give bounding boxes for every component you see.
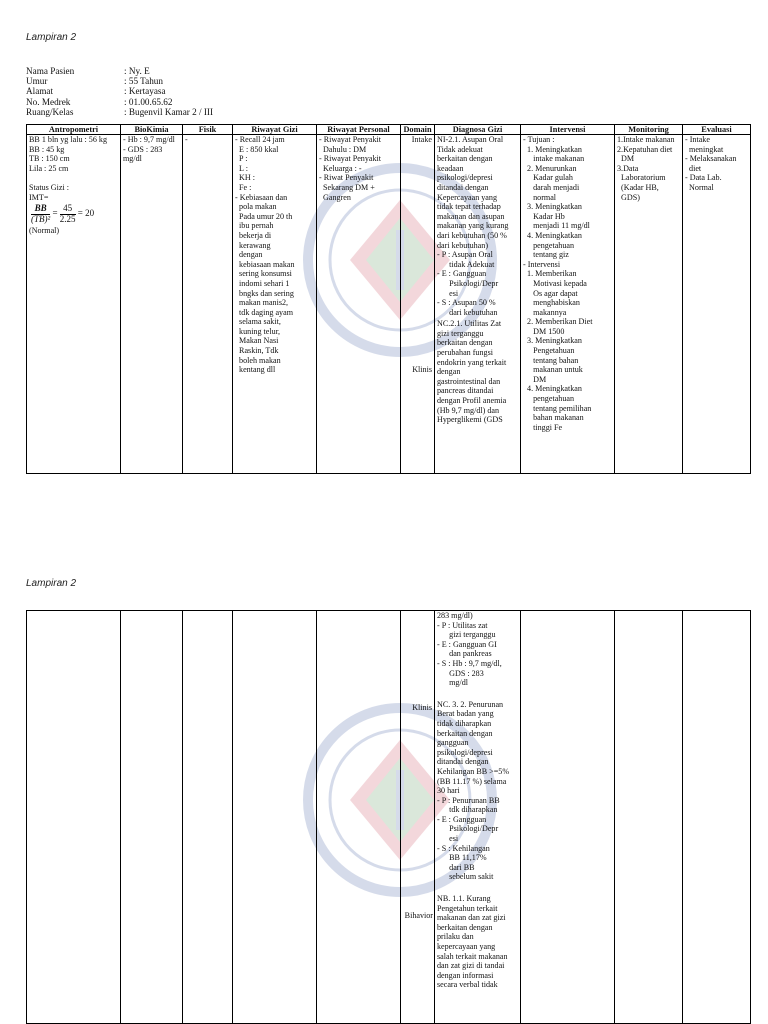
- riwayat-gizi-line: boleh makan: [235, 355, 281, 365]
- intervensi-line: tentang giz: [523, 250, 569, 260]
- monitoring-line: 2.Kepatuhan diet: [617, 144, 673, 154]
- column-header: Riwayat Gizi: [233, 125, 317, 135]
- domain-cell-2: [401, 611, 435, 1024]
- evaluasi-cell-2: [683, 611, 751, 1024]
- diagnosa-klinis-line: (BB 11.17 %) selama: [437, 776, 507, 786]
- diagnosa-continued-line: mg/dl: [437, 678, 469, 688]
- column-header: Domain: [401, 125, 435, 135]
- intervensi-line: 4. Meningkatkan: [523, 384, 582, 394]
- fisik-line: -: [185, 135, 188, 144]
- domain-bihavior: Bihavior: [404, 911, 433, 920]
- riwayat-gizi-line: Raskin, Tdk: [235, 346, 279, 356]
- riwayat-gizi-cell: [233, 135, 317, 474]
- riwayat-personal-line: - Riwat Penyakit: [319, 173, 374, 183]
- domain-cell: [401, 135, 435, 474]
- diagnosa-bihavior-line: dengan informasi: [437, 970, 494, 980]
- diagnosa-klinis-line: ditandai dengan: [437, 757, 489, 767]
- document-page-2: [0, 560, 768, 1024]
- diagnosa-klinis-line: 30 hari: [437, 786, 460, 796]
- diagnosa-klinis-line: berkaitan dengan: [437, 728, 493, 738]
- table-header-row: [27, 125, 751, 135]
- diagnosa-klinis-line: tidak diharapkan: [437, 718, 492, 728]
- riwayat-personal-line: - Riwayat Penyakit: [319, 135, 382, 144]
- intervensi-line: pengetahuan: [523, 394, 575, 404]
- riwayat-personal-line: Keluarga : -: [319, 163, 362, 173]
- riwayat-gizi-line: Pada umur 20 th: [235, 211, 293, 221]
- riwayat-gizi-line: bekerja di: [235, 230, 272, 240]
- intervensi-line: DM 1500: [523, 326, 565, 336]
- column-header: Riwayat Personal: [317, 125, 401, 135]
- riwayat-personal-line: Gangren: [319, 192, 351, 202]
- intervensi-line: makanan untuk: [523, 365, 583, 375]
- riwayat-gizi-line: - Recall 24 jam: [235, 135, 285, 144]
- evaluasi-line: diet: [685, 163, 702, 173]
- diagnosa-klinis-line: NC. 3. 2. Penurunan: [437, 699, 504, 709]
- intervensi-line: Kadar gulah: [523, 173, 573, 183]
- riwayat-personal-line: Sekarang DM +: [319, 182, 375, 192]
- riwayat-gizi-cell-2: [233, 611, 317, 1024]
- diagnosa-intake-line: NI-2.1. Asupan Oral: [437, 135, 504, 144]
- biokimia-cell-2: [121, 611, 183, 1024]
- riwayat-gizi-line: kuning telur,: [235, 326, 281, 336]
- diagnosa-gizi-cell: [435, 135, 521, 474]
- diagnosa-klinis-line: BB 11,17%: [437, 853, 487, 863]
- riwayat-gizi-line: KH :: [235, 173, 256, 183]
- diagnosa-intake-line: - E : Gangguan: [437, 269, 487, 279]
- antropometri-line: Lila : 25 cm: [29, 163, 69, 173]
- diagnosa-bihavior-line: prilaku dan: [437, 932, 474, 942]
- intervensi-cell: [521, 135, 615, 474]
- intervensi-line: 2. Menurunkan: [523, 163, 577, 173]
- riwayat-personal-cell: [317, 135, 401, 474]
- domain-klinis: Klinis: [412, 365, 432, 374]
- diagnosa-klinis-line: gangguan: [437, 738, 469, 748]
- diagnosa-klinis-line: Berat badan yang: [437, 709, 494, 719]
- intervensi-line: Os agar dapat: [523, 288, 578, 298]
- riwayat-gizi-line: E : 850 kkal: [235, 144, 279, 154]
- riwayat-gizi-line: tdk daging ayam: [235, 307, 293, 317]
- diagnosa-continued-line: - E : Gangguan GI: [437, 639, 497, 649]
- riwayat-gizi-line: pola makan: [235, 202, 277, 212]
- patient-info-key: Alamat: [26, 86, 54, 97]
- diagnosa-bihavior-line: dan zat gizi di tandai: [437, 961, 505, 971]
- diagnosa-klinis-line: gizi terganggu: [437, 328, 484, 338]
- antropometri-line: Status Gizi :: [29, 182, 70, 192]
- riwayat-gizi-line: kerawang: [235, 240, 271, 250]
- fisik-cell-2: [183, 611, 233, 1024]
- diagnosa-continued-line: gizi terganggu: [437, 630, 496, 640]
- riwayat-gizi-line: selama sakit,: [235, 317, 281, 327]
- patient-info-value: : Kertayasa: [124, 86, 166, 97]
- antropometri-line: BB : 45 kg: [29, 144, 65, 154]
- monitoring-cell: [615, 135, 683, 474]
- intervensi-line: makannya: [523, 307, 567, 317]
- nutrition-care-table-continued: [26, 610, 751, 1024]
- antropometri-line: IMT=: [29, 192, 49, 202]
- lampiran-label: Lampiran 2: [26, 32, 77, 43]
- diagnosa-klinis-line: esi: [437, 834, 459, 844]
- riwayat-gizi-line: ibu pernah: [235, 221, 274, 231]
- diagnosa-intake-line: Kepercayaan yang: [437, 192, 497, 202]
- diagnosa-klinis-line: sebelum sakit: [437, 872, 494, 882]
- antropometri-cell-2: [27, 611, 121, 1024]
- riwayat-personal-line: Dahulu : DM: [319, 144, 367, 154]
- riwayat-gizi-line: sering konsumsi: [235, 269, 292, 279]
- diagnosa-bihavior-line: secara verbal tidak: [437, 980, 498, 990]
- diagnosa-intake-line: ditandai dengan: [437, 182, 489, 192]
- patient-info-row: [26, 76, 213, 86]
- diagnosa-klinis-line: dengan Profil anemia: [437, 396, 507, 406]
- intervensi-line: 3. Meningkatkan: [523, 336, 582, 346]
- column-header: BioKimia: [121, 125, 183, 135]
- diagnosa-bihavior-line: makanan dan zat gizi: [437, 913, 506, 923]
- intervensi-line: 1. Meningkatkan: [523, 144, 582, 154]
- intervensi-line: darah menjadi: [523, 182, 580, 192]
- antropometri-line: TB : 150 cm: [29, 154, 70, 164]
- diagnosa-intake-line: - S : Asupan 50 %: [437, 298, 496, 308]
- patient-info-row: [26, 107, 213, 117]
- biokimia-cell: [121, 135, 183, 474]
- nutrition-care-table: [26, 124, 751, 474]
- diagnosa-intake-line: dari kebutuhan (50 %: [437, 230, 507, 240]
- diagnosa-intake-line: berkaitan dengan: [437, 154, 493, 164]
- riwayat-gizi-line: Makan Nasi: [235, 336, 279, 346]
- column-header: Fisik: [183, 125, 233, 135]
- diagnosa-klinis-line: perubahan fungsi: [437, 348, 493, 358]
- intervensi-line: tentang pemilihan: [523, 403, 592, 413]
- intervensi-cell-2: [521, 611, 615, 1024]
- imt-formula: $\frac{BB}{\text{(TB)²}}$ = $\frac{45}{2.25}$ = 20: [31, 203, 95, 224]
- patient-info-value: : 55 Tahun: [124, 76, 163, 87]
- diagnosa-klinis-line: gastrointestinal dan: [437, 376, 501, 386]
- diagnosa-intake-line: makanan yang kurang: [437, 221, 509, 231]
- diagnosa-intake-line: psikologi/depresi: [437, 173, 493, 183]
- riwayat-gizi-line: makan manis2,: [235, 298, 289, 308]
- intervensi-line: 2. Memberikan Diet: [523, 317, 593, 327]
- diagnosa-continued-line: - P : Utilitas zat: [437, 620, 488, 630]
- intervensi-line: 1. Memberikan: [523, 269, 577, 279]
- document-page-1: [0, 0, 768, 500]
- diagnosa-klinis-line: dengan: [437, 367, 461, 377]
- intervensi-line: - Intervensi: [523, 259, 561, 269]
- diagnosa-intake-line: dari kebutuhan): [437, 240, 489, 250]
- riwayat-gizi-line: bngks dan sering: [235, 288, 294, 298]
- diagnosa-intake-line: keadaan: [437, 163, 464, 173]
- diagnosa-klinis-line: Hyperglikemi (GDS: [437, 415, 503, 425]
- status-gizi-value: (Normal): [29, 226, 60, 236]
- column-header: Diagnosa Gizi: [435, 125, 521, 135]
- riwayat-gizi-line: kebiasaan makan: [235, 259, 295, 269]
- riwayat-gizi-line: P :: [235, 154, 248, 164]
- intervensi-line: - Tujuan :: [523, 135, 555, 144]
- column-header: Monitoring: [615, 125, 683, 135]
- riwayat-gizi-line: Fe :: [235, 182, 252, 192]
- diagnosa-klinis-line: Kehilangan BB >=5%: [437, 766, 510, 776]
- diagnosa-intake-line: Psikologi/Depr: [437, 278, 499, 288]
- diagnosa-continued-line: GDS : 283: [437, 668, 484, 678]
- patient-info-value: : 01.00.65.62: [124, 96, 173, 107]
- diagnosa-intake-line: esi: [437, 288, 459, 298]
- diagnosa-klinis-line: NC.2.1. Utilitas Zat: [437, 319, 502, 329]
- monitoring-line: DM: [617, 154, 635, 164]
- antropometri-line: [29, 173, 118, 183]
- evaluasi-line: meningkat: [685, 144, 724, 154]
- diagnosa-klinis-line: - P : Penurunan BB: [437, 795, 500, 805]
- riwayat-gizi-line: indomi sehari 1: [235, 278, 290, 288]
- monitoring-cell-2: [615, 611, 683, 1024]
- diagnosa-bihavior-line: NB. 1.1. Kurang: [437, 894, 491, 904]
- lampiran-label-2: Lampiran 2: [26, 578, 77, 589]
- intervensi-line: Kadar Hb: [523, 211, 565, 221]
- diagnosa-bihavior-line: salah terkait makanan: [437, 951, 508, 961]
- intervensi-line: tinggi Fe: [523, 422, 563, 432]
- antropometri-cell: [27, 135, 121, 474]
- evaluasi-line: - Data Lab.: [685, 173, 722, 183]
- intervensi-line: DM: [523, 374, 547, 384]
- domain-klinis-2: Klinis: [412, 703, 432, 712]
- diagnosa-gizi-cell-2: [435, 611, 521, 1024]
- intervensi-line: menjadi 11 mg/dl: [523, 221, 590, 231]
- diagnosa-klinis-line: psikologi/depresi: [437, 747, 493, 757]
- diagnosa-bihavior-line: kepercayaan yang: [437, 942, 496, 951]
- diagnosa-bihavior-line: berkaitan dengan: [437, 922, 493, 932]
- column-header: Antropometri: [27, 125, 121, 135]
- diagnosa-intake-line: - P : Asupan Oral: [437, 250, 493, 260]
- biokimia-line: - GDS : 283 mg/dl: [123, 144, 165, 164]
- intervensi-line: bahan makanan: [523, 413, 584, 423]
- diagnosa-continued-line: dan pankreas: [437, 649, 492, 659]
- column-header: Intervensi: [521, 125, 615, 135]
- diagnosa-klinis-line: endokrin yang terkait: [437, 357, 507, 367]
- antropometri-line: BB 1 bln yg lalu : 56 kg: [29, 135, 108, 144]
- intervensi-line: pengetahuan: [523, 240, 575, 250]
- evaluasi-cell: [683, 135, 751, 474]
- intervensi-line: 3. Meningkatkan: [523, 202, 582, 212]
- diagnosa-klinis-line: dari BB: [437, 862, 475, 872]
- intervensi-line: normal: [523, 192, 557, 202]
- patient-info-key: Nama Pasien: [26, 66, 75, 76]
- diagnosa-klinis-line: - E : Gangguan: [437, 814, 487, 824]
- diagnosa-continued-line: 283 mg/dl): [437, 611, 473, 620]
- evaluasi-line: Normal: [685, 182, 714, 192]
- diagnosa-klinis-line: - S : Kehilangan: [437, 843, 490, 853]
- diagnosa-klinis-line: pancreas ditandai: [437, 386, 494, 396]
- patient-info-row: [26, 97, 213, 107]
- intervensi-line: 4. Meningkatkan: [523, 230, 582, 240]
- patient-info-key: Umur: [26, 76, 48, 87]
- riwayat-gizi-line: L :: [235, 163, 248, 173]
- intervensi-line: Pengetahuan: [523, 346, 575, 356]
- diagnosa-intake-line: makanan dan asupan: [437, 211, 505, 221]
- diagnosa-klinis-line: tdk diharapkan: [437, 805, 498, 815]
- riwayat-personal-cell-2: [317, 611, 401, 1024]
- monitoring-line: GDS): [617, 192, 640, 202]
- evaluasi-line: - Intake: [685, 135, 710, 144]
- diagnosa-bihavior-line: Pengetahun terkait: [437, 903, 498, 913]
- riwayat-personal-line: - Riwayat Penyakit: [319, 154, 382, 164]
- riwayat-gizi-line: kentang dll: [235, 365, 276, 375]
- diagnosa-intake-line: dari kebutuhan: [437, 307, 498, 317]
- patient-info-row: [26, 66, 213, 76]
- biokimia-line: - Hb : 9,7 mg/dl: [123, 135, 175, 144]
- monitoring-line: 1.Intake makanan: [617, 135, 675, 144]
- patient-info-row: [26, 86, 213, 96]
- domain-intake: Intake: [411, 135, 432, 144]
- patient-info-key: Ruang/Kelas: [26, 106, 74, 117]
- riwayat-gizi-line: - Kebiasaan dan: [235, 192, 288, 202]
- intervensi-line: intake makanan: [523, 154, 585, 164]
- intervensi-line: menghabiskan: [523, 298, 580, 308]
- diagnosa-intake-line: Tidak adekuat: [437, 144, 483, 154]
- diagnosa-continued-line: - S : Hb : 9,7 mg/dl,: [437, 658, 502, 668]
- intervensi-line: Motivasi kepada: [523, 278, 587, 288]
- riwayat-gizi-line: dengan: [235, 250, 263, 260]
- diagnosa-intake-line: tidak tepat terhadap: [437, 202, 501, 212]
- diagnosa-intake-line: tidak Adekuat: [437, 259, 495, 269]
- diagnosa-klinis-line: berkaitan dengan: [437, 338, 493, 348]
- patient-info-key: No. Medrek: [26, 96, 71, 107]
- evaluasi-line: - Melaksanakan: [685, 154, 737, 164]
- patient-info-value: : Ny. E: [124, 66, 150, 76]
- diagnosa-klinis-line: (Hb 9,7 mg/dl) dan: [437, 405, 500, 415]
- fisik-cell: [183, 135, 233, 474]
- patient-info-value: : Bugenvil Kamar 2 / III: [124, 106, 214, 117]
- intervensi-line: tentang bahan: [523, 355, 579, 365]
- monitoring-line: (Kadar HB,: [617, 182, 659, 192]
- patient-info: [26, 66, 213, 117]
- diagnosa-klinis-line: Psikologi/Depr: [437, 824, 499, 834]
- monitoring-line: 3.Data: [617, 163, 639, 173]
- column-header: Evaluasi: [683, 125, 751, 135]
- monitoring-line: Laboratorium: [617, 173, 666, 183]
